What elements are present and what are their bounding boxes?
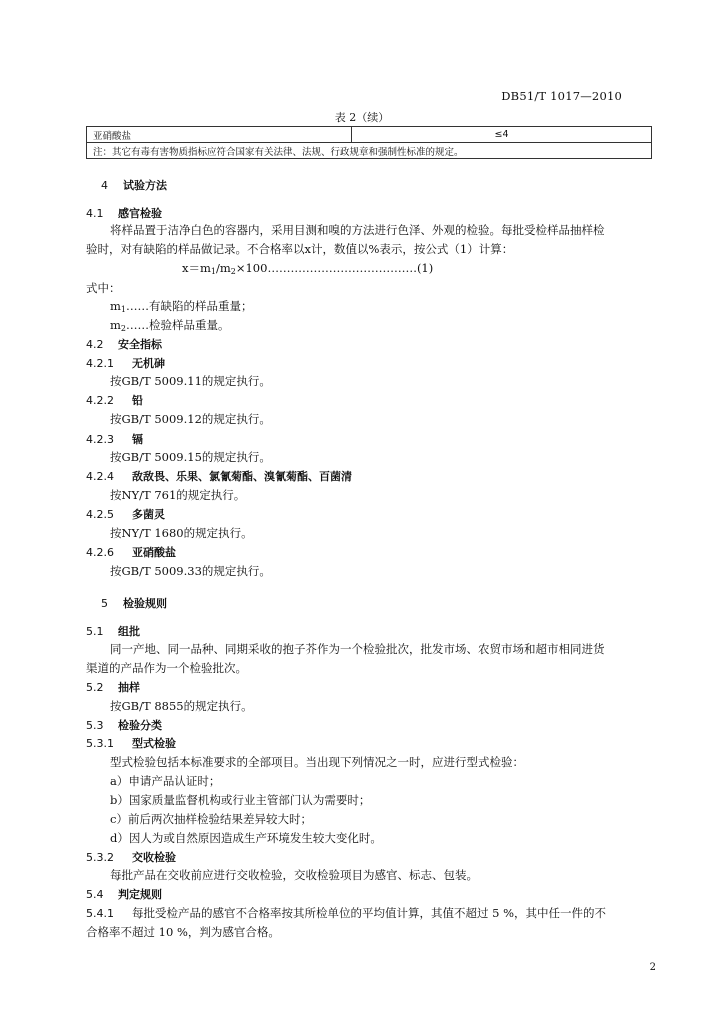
paragraph: 渠道的产品作为一个检验批次。 (86, 661, 247, 675)
paragraph: 按GB/T 5009.15的规定执行。 (110, 450, 271, 464)
section-heading-4-2-5: 4.2.5 多菌灵 (86, 508, 165, 521)
list-item: a）申请产品认证时； (110, 774, 221, 788)
section-heading-5-3-1: 5.3.1 型式检验 (86, 737, 176, 750)
table-row (87, 143, 652, 159)
indicator-table-continued (86, 126, 652, 159)
variable-definition: $m_2\dots\dots$检验样品重量。 (110, 318, 230, 333)
section-heading-4-2-1: 4.2.1 无机砷 (86, 357, 165, 370)
formula-where-label: 式中： (86, 281, 121, 295)
section-heading-4-1: 4.1 感官检验 (86, 207, 162, 220)
section-heading-4: 4 试验方法 (101, 179, 167, 192)
section-heading-5: 5 检验规则 (101, 597, 167, 610)
paragraph: 同一产地、同一品种、同期采收的抱子芥作为一个检验批次，批发市场、农贸市场和超市相同进货 (110, 642, 605, 656)
table-row (87, 127, 652, 143)
section-heading-5-1: 5.1 组批 (86, 625, 140, 638)
section-heading-4-2-4: 4.2.4 敌敌畏、乐果、氯氰菊酯、溴氰菊酯、百菌清 (86, 470, 352, 483)
paragraph: 按GB/T 5009.33的规定执行。 (110, 564, 271, 578)
formula: $x=m_1/m_2\times 100\dots\dots\dots\dots\dots\dots\dots\dots\dots\dots\dots\dots\dots(1)$ (182, 261, 434, 276)
section-heading-5-2: 5.2 抽样 (86, 681, 140, 694)
paragraph: 按GB/T 8855的规定执行。 (110, 699, 253, 713)
paragraph: 将样品置于洁净白色的容器内，采用目测和嗅的方法进行色泽、外观的检验。每批受检样品抽样检 (110, 223, 605, 237)
list-item: d）因人为或自然原因造成生产环境发生较大变化时。 (110, 831, 382, 845)
list-item: c）前后两次抽样检验结果差异较大时； (110, 812, 312, 826)
paragraph: 按NY/T 761的规定执行。 (110, 488, 246, 502)
section-heading-4-2-6: 4.2.6 亚硝酸盐 (86, 546, 176, 559)
section-heading-4-2-2: 4.2.2 铅 (86, 394, 143, 407)
paragraph: 验时，对有缺陷的样品做记录。不合格率以x计，数值以%表示，按公式（1）计算： (86, 242, 514, 256)
table-note: 注：其它有毒有害物质指标应符合国家有关法律、法规、行政规章和强制性标准的规定。 (87, 143, 652, 159)
section-heading-4-2-3: 4.2.3 镉 (86, 433, 143, 446)
table-cell-limit: ≤4 (352, 127, 652, 143)
paragraph: 按GB/T 5009.12的规定执行。 (110, 412, 271, 426)
table-cell-item: 亚硝酸盐 (87, 127, 352, 143)
paragraph: 型式检验包括本标准要求的全部项目。当出现下列情况之一时，应进行型式检验： (110, 755, 524, 769)
paragraph: 合格率不超过 10 %，判为感官合格。 (86, 925, 280, 939)
section-heading-5-3: 5.3 检验分类 (86, 719, 162, 732)
section-heading-5-3-2: 5.3.2 交收检验 (86, 851, 176, 864)
paragraph: 每批产品在交收前应进行交收检验，交收检验项目为感官、标志、包装。 (110, 868, 478, 882)
table-caption: 表 2（续） (334, 111, 390, 124)
clause-5-4-1: 5.4.1 每批受检产品的感官不合格率按其所检单位的平均值计算，其值不超过 5 %，其中任一件的不 (86, 906, 607, 920)
standard-code: DB51/T 1017—2010 (501, 89, 622, 103)
variable-definition: $m_1\dots\dots$有缺陷的样品重量； (110, 299, 253, 314)
list-item: b）国家质量监督机构或行业主管部门认为需要时； (110, 793, 371, 807)
section-heading-5-4: 5.4 判定规则 (86, 888, 162, 901)
paragraph: 按NY/T 1680的规定执行。 (110, 526, 253, 540)
page-number: 2 (649, 962, 656, 973)
paragraph: 按GB/T 5009.11的规定执行。 (110, 374, 271, 388)
section-heading-4-2: 4.2 安全指标 (86, 338, 162, 351)
